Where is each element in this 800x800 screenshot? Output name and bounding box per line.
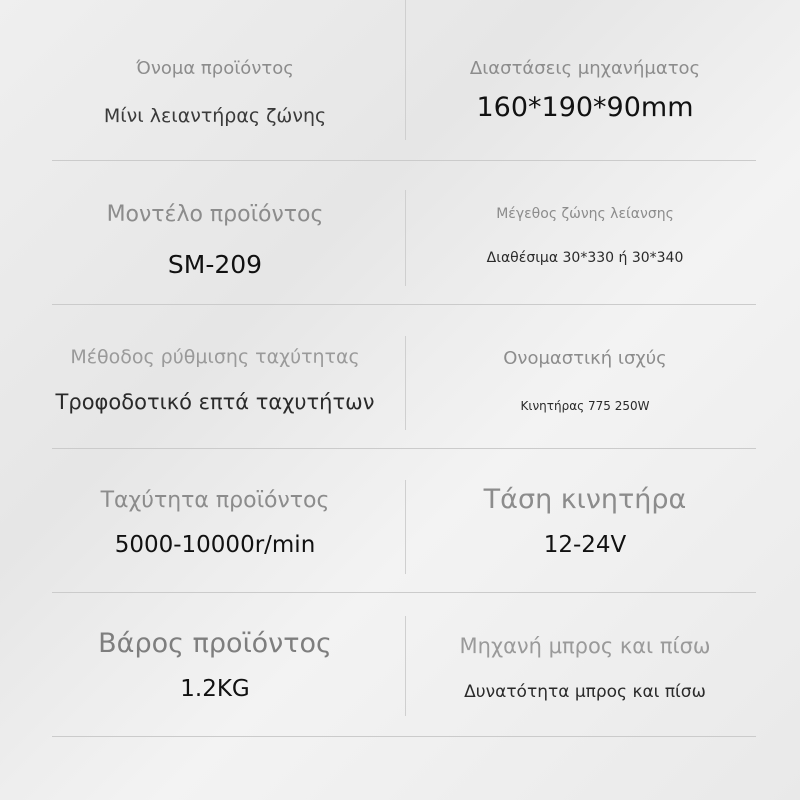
- spec-cell-product-name: [50, 0, 380, 160]
- spec-cell-weight: [50, 592, 380, 736]
- spec-cell-rated-power: [420, 304, 750, 448]
- spec-value: Διαθέσιμα 30*330 ή 30*340: [486, 250, 684, 266]
- column-divider: [405, 480, 406, 574]
- spec-cell-motor-voltage: [420, 448, 750, 592]
- spec-cell-forward-reverse: [420, 592, 750, 736]
- column-divider: [405, 616, 406, 716]
- spec-label: Όνομα προϊόντος: [136, 58, 294, 79]
- column-divider: [405, 336, 406, 430]
- spec-label: Μηχανή μπρος και πίσω: [459, 634, 711, 658]
- row-divider: [52, 736, 756, 737]
- spec-label: Μοντέλο προϊόντος: [106, 202, 324, 227]
- spec-cell-product-speed: [50, 448, 380, 592]
- spec-value: SM-209: [167, 250, 263, 279]
- spec-label: Μέγεθος ζώνης λείανσης: [496, 206, 674, 222]
- spec-cell-model: [50, 160, 380, 304]
- spec-label: Τάση κινητήρα: [483, 484, 687, 515]
- spec-value: 1.2KG: [180, 676, 250, 702]
- spec-label: Μέθοδος ρύθμισης ταχύτητας: [70, 346, 360, 368]
- spec-cell-dimensions: [420, 0, 750, 160]
- column-divider: [405, 190, 406, 286]
- spec-value: Κινητήρας 775 250W: [520, 399, 650, 413]
- spec-label: Βάρος προϊόντος: [98, 628, 332, 659]
- spec-value: 5000-10000r/min: [114, 532, 316, 558]
- spec-value: Μίνι λειαντήρας ζώνης: [103, 105, 327, 127]
- spec-value: 160*190*90mm: [476, 92, 694, 123]
- spec-cell-belt-size: [420, 160, 750, 304]
- spec-cell-speed-method: [50, 304, 380, 448]
- spec-label: Διαστάσεις μηχανήματος: [469, 58, 701, 79]
- spec-label: Ταχύτητα προϊόντος: [100, 488, 330, 513]
- spec-label: Ονομαστική ισχύς: [503, 348, 667, 369]
- spec-value: Τροφοδοτικό επτά ταχυτήτων: [55, 390, 375, 414]
- spec-value: Δυνατότητα μπρος και πίσω: [464, 682, 706, 702]
- column-divider: [405, 0, 406, 140]
- spec-value: 12-24V: [543, 532, 627, 558]
